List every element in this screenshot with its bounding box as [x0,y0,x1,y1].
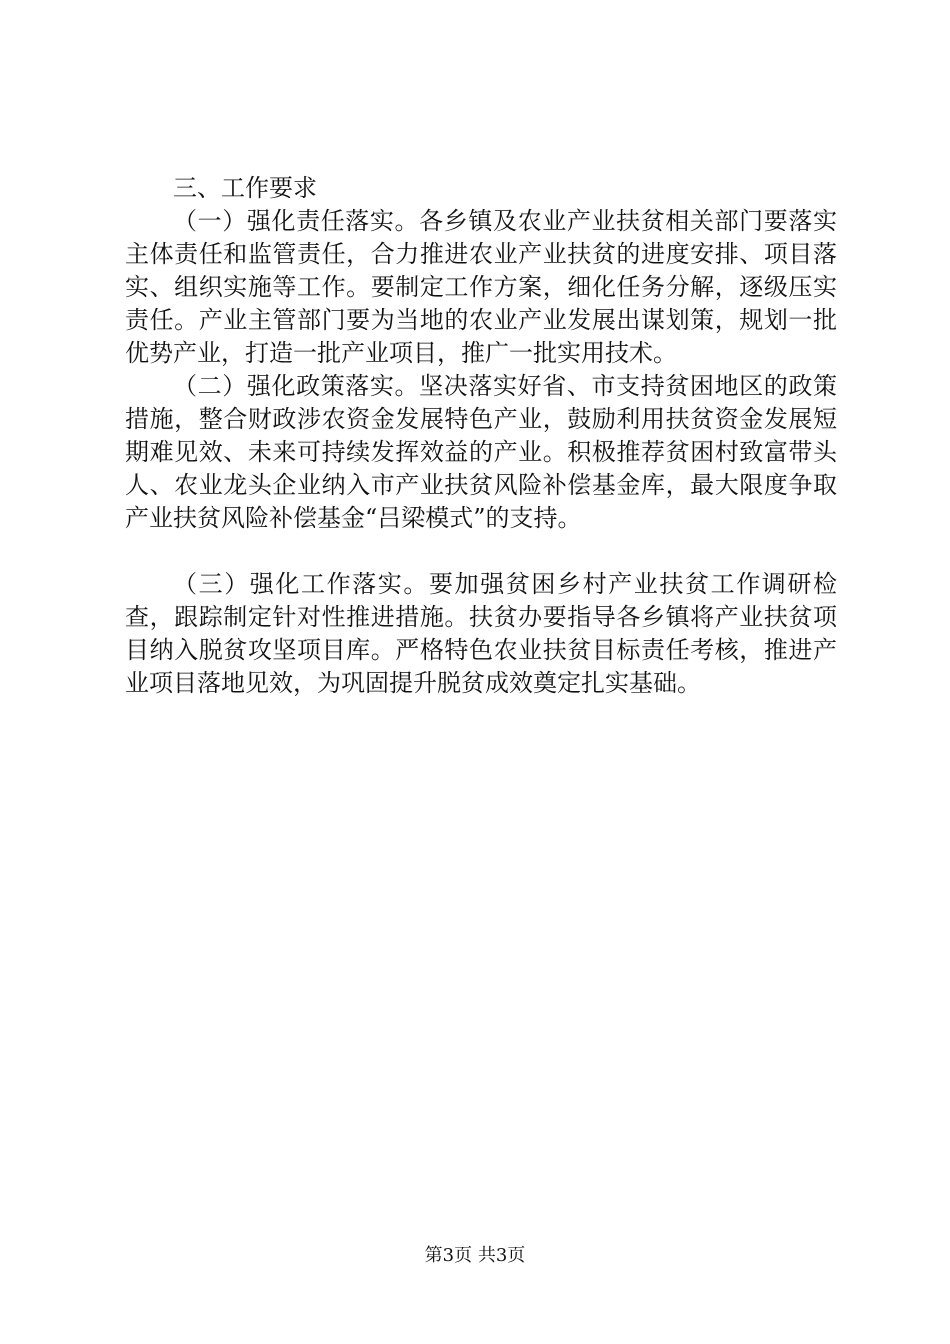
section-heading: 三、工作要求 [173,174,317,202]
paragraph-policy: （二）强化政策落实。坚决落实好省、市支持贫困地区的政策措施，整合财政涉农资金发展特色产业，鼓励利用扶贫资金发展短期难见效、未来可持续发挥效益的产业。积极推荐贫困村致富带头人、农业龙头企业纳入市产业扶贫风险补偿基金库，最大限度争取产业扶贫风险补偿基金“吕梁模式”的支持。 [125,372,837,532]
paragraph-responsibility: （一）强化责任落实。各乡镇及农业产业扶贫相关部门要落实主体责任和监管责任，合力推进农业产业扶贫的进度安排、项目落实、组织实施等工作。要制定工作方案，细化任务分解，逐级压实责任。产业主管部门要为当地的农业产业发展出谋划策，规划一批优势产业，打造一批产业项目，推广一批实用技术。 [125,207,837,367]
document-body [125,172,837,700]
page-footer: 第3页 共3页 [424,1245,526,1266]
paragraph-work: （三）强化工作落实。要加强贫困乡村产业扶贫工作调研检查，跟踪制定针对性推进措施。扶贫办要指导各乡镇将产业扶贫项目纳入脱贫攻坚项目库。严格特色农业扶贫目标责任考核，推进产业项目落地见效，为巩固提升脱贫成效奠定扎实基础。 [125,570,837,697]
